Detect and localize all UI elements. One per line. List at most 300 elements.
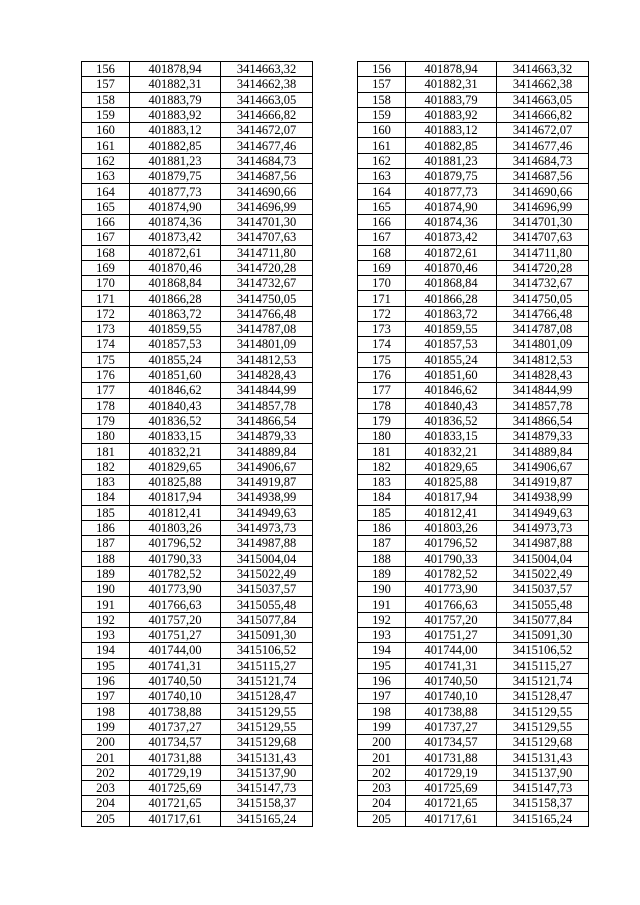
y-coordinate-cell: 3414690,66: [221, 184, 313, 199]
x-coordinate-cell: 401881,23: [406, 153, 497, 168]
y-coordinate-cell: 3414812,53: [221, 352, 313, 367]
table-row: [358, 413, 589, 428]
x-coordinate-cell: 401741,31: [406, 658, 497, 673]
table-row: [358, 780, 589, 795]
y-coordinate-cell: 3414701,30: [497, 214, 589, 229]
y-coordinate-cell: 3414906,67: [497, 459, 589, 474]
point-number-cell: 172: [358, 306, 406, 321]
table-row: [358, 260, 589, 275]
y-coordinate-cell: 3414696,99: [497, 199, 589, 214]
table-row: [82, 337, 313, 352]
table-row: [82, 475, 313, 490]
point-number-cell: 181: [82, 444, 130, 459]
point-number-cell: 191: [82, 597, 130, 612]
table-row: [82, 245, 313, 260]
point-number-cell: 205: [82, 811, 130, 826]
x-coordinate-cell: 401872,61: [406, 245, 497, 260]
x-coordinate-cell: 401878,94: [130, 62, 221, 77]
y-coordinate-cell: 3414857,78: [497, 398, 589, 413]
table-row: [358, 459, 589, 474]
table-row: [82, 398, 313, 413]
x-coordinate-cell: 401882,31: [406, 77, 497, 92]
x-coordinate-cell: 401883,92: [406, 107, 497, 122]
y-coordinate-cell: 3414687,56: [221, 169, 313, 184]
x-coordinate-cell: 401796,52: [406, 536, 497, 551]
table-row: [358, 337, 589, 352]
table-row: [82, 597, 313, 612]
y-coordinate-cell: 3414750,05: [221, 291, 313, 306]
table-row: [82, 536, 313, 551]
point-number-cell: 158: [358, 92, 406, 107]
y-coordinate-cell: 3415106,52: [497, 643, 589, 658]
x-coordinate-cell: 401832,21: [130, 444, 221, 459]
y-coordinate-cell: 3414662,38: [221, 77, 313, 92]
y-coordinate-cell: 3414711,80: [221, 245, 313, 260]
y-coordinate-cell: 3414720,28: [497, 260, 589, 275]
point-number-cell: 182: [82, 459, 130, 474]
table-row: [82, 643, 313, 658]
y-coordinate-cell: 3414687,56: [497, 169, 589, 184]
table-row: [358, 62, 589, 77]
y-coordinate-cell: 3415165,24: [221, 811, 313, 826]
y-coordinate-cell: 3415055,48: [497, 597, 589, 612]
table-row: [82, 673, 313, 688]
y-coordinate-cell: 3414879,33: [221, 429, 313, 444]
point-number-cell: 184: [82, 490, 130, 505]
point-number-cell: 176: [358, 367, 406, 382]
table-row: [82, 765, 313, 780]
table-row: [82, 153, 313, 168]
point-number-cell: 189: [358, 566, 406, 581]
x-coordinate-cell: 401877,73: [130, 184, 221, 199]
y-coordinate-cell: 3415129,55: [221, 704, 313, 719]
point-number-cell: 204: [82, 796, 130, 811]
y-coordinate-cell: 3414828,43: [221, 367, 313, 382]
table-row: [358, 612, 589, 627]
table-row: [82, 551, 313, 566]
y-coordinate-cell: 3414663,32: [221, 62, 313, 77]
x-coordinate-cell: 401725,69: [406, 780, 497, 795]
x-coordinate-cell: 401833,15: [130, 429, 221, 444]
table-row: [358, 566, 589, 581]
y-coordinate-cell: 3415129,68: [221, 735, 313, 750]
x-coordinate-cell: 401729,19: [130, 765, 221, 780]
point-number-cell: 194: [358, 643, 406, 658]
y-coordinate-cell: 3414866,54: [221, 413, 313, 428]
y-coordinate-cell: 3415091,30: [497, 627, 589, 642]
point-number-cell: 162: [358, 153, 406, 168]
x-coordinate-cell: 401846,62: [406, 383, 497, 398]
x-coordinate-cell: 401851,60: [406, 367, 497, 382]
y-coordinate-cell: 3414987,88: [497, 536, 589, 551]
point-number-cell: 175: [82, 352, 130, 367]
table-row: [82, 306, 313, 321]
point-number-cell: 177: [358, 383, 406, 398]
y-coordinate-cell: 3414684,73: [221, 153, 313, 168]
point-number-cell: 195: [82, 658, 130, 673]
x-coordinate-cell: 401734,57: [130, 735, 221, 750]
point-number-cell: 199: [358, 719, 406, 734]
y-coordinate-cell: 3415131,43: [221, 750, 313, 765]
table-row: [82, 123, 313, 138]
point-number-cell: 168: [358, 245, 406, 260]
point-number-cell: 183: [82, 475, 130, 490]
y-coordinate-cell: 3414666,82: [497, 107, 589, 122]
point-number-cell: 163: [82, 169, 130, 184]
table-row: [358, 153, 589, 168]
table-row: [358, 658, 589, 673]
x-coordinate-cell: 401740,10: [130, 689, 221, 704]
x-coordinate-cell: 401866,28: [406, 291, 497, 306]
table-row: [358, 322, 589, 337]
table-row: [358, 398, 589, 413]
table-row: [82, 459, 313, 474]
point-number-cell: 195: [358, 658, 406, 673]
point-number-cell: 180: [358, 429, 406, 444]
table-row: [358, 643, 589, 658]
table-row: [82, 566, 313, 581]
point-number-cell: 193: [358, 627, 406, 642]
point-number-cell: 163: [358, 169, 406, 184]
table-row: [358, 704, 589, 719]
x-coordinate-cell: 401731,88: [406, 750, 497, 765]
point-number-cell: 166: [82, 214, 130, 229]
x-coordinate-cell: 401717,61: [130, 811, 221, 826]
y-coordinate-cell: 3414720,28: [221, 260, 313, 275]
y-coordinate-cell: 3415121,74: [221, 673, 313, 688]
table-row: [82, 276, 313, 291]
x-coordinate-cell: 401812,41: [406, 505, 497, 520]
point-number-cell: 181: [358, 444, 406, 459]
table-row: [82, 520, 313, 535]
y-coordinate-cell: 3415158,37: [221, 796, 313, 811]
x-coordinate-cell: 401883,12: [406, 123, 497, 138]
point-number-cell: 177: [82, 383, 130, 398]
y-coordinate-cell: 3415037,57: [221, 582, 313, 597]
x-coordinate-cell: 401863,72: [406, 306, 497, 321]
y-coordinate-cell: 3415037,57: [497, 582, 589, 597]
table-row: [82, 627, 313, 642]
table-row: [82, 260, 313, 275]
y-coordinate-cell: 3415128,47: [497, 689, 589, 704]
y-coordinate-cell: 3415115,27: [221, 658, 313, 673]
table-row: [82, 62, 313, 77]
table-row: [82, 658, 313, 673]
point-number-cell: 192: [82, 612, 130, 627]
x-coordinate-cell: 401873,42: [130, 230, 221, 245]
x-coordinate-cell: 401829,65: [130, 459, 221, 474]
point-number-cell: 185: [358, 505, 406, 520]
table-row: [82, 505, 313, 520]
table-row: [358, 490, 589, 505]
y-coordinate-cell: 3414938,99: [497, 490, 589, 505]
point-number-cell: 202: [82, 765, 130, 780]
point-number-cell: 184: [358, 490, 406, 505]
table-row: [82, 780, 313, 795]
x-coordinate-cell: 401840,43: [130, 398, 221, 413]
x-coordinate-cell: 401859,55: [406, 322, 497, 337]
point-number-cell: 166: [358, 214, 406, 229]
x-coordinate-cell: 401738,88: [130, 704, 221, 719]
table-row: [82, 719, 313, 734]
y-coordinate-cell: 3415158,37: [497, 796, 589, 811]
x-coordinate-cell: 401782,52: [130, 566, 221, 581]
y-coordinate-cell: 3415115,27: [497, 658, 589, 673]
table-row: [358, 505, 589, 520]
x-coordinate-cell: 401773,90: [406, 582, 497, 597]
x-coordinate-cell: 401790,33: [406, 551, 497, 566]
y-coordinate-cell: 3414919,87: [497, 475, 589, 490]
y-coordinate-cell: 3414663,05: [497, 92, 589, 107]
y-coordinate-cell: 3414732,67: [221, 276, 313, 291]
point-number-cell: 172: [82, 306, 130, 321]
y-coordinate-cell: 3415129,55: [497, 704, 589, 719]
point-number-cell: 173: [358, 322, 406, 337]
point-number-cell: 174: [358, 337, 406, 352]
point-number-cell: 180: [82, 429, 130, 444]
y-coordinate-cell: 3414973,73: [497, 520, 589, 535]
x-coordinate-cell: 401878,94: [406, 62, 497, 77]
table-row: [82, 612, 313, 627]
x-coordinate-cell: 401879,75: [406, 169, 497, 184]
y-coordinate-cell: 3414919,87: [221, 475, 313, 490]
x-coordinate-cell: 401873,42: [406, 230, 497, 245]
x-coordinate-cell: 401866,28: [130, 291, 221, 306]
table-row: [82, 811, 313, 826]
table-row: [358, 107, 589, 122]
table-row: [358, 750, 589, 765]
point-number-cell: 190: [358, 582, 406, 597]
table-row: [82, 322, 313, 337]
y-coordinate-cell: 3414684,73: [497, 153, 589, 168]
point-number-cell: 189: [82, 566, 130, 581]
x-coordinate-cell: 401883,79: [130, 92, 221, 107]
point-number-cell: 200: [82, 735, 130, 750]
table-row: [358, 367, 589, 382]
table-row: [82, 704, 313, 719]
y-coordinate-cell: 3415129,55: [221, 719, 313, 734]
x-coordinate-cell: 401817,94: [130, 490, 221, 505]
table-row: [82, 214, 313, 229]
y-coordinate-cell: 3414889,84: [497, 444, 589, 459]
x-coordinate-cell: 401829,65: [406, 459, 497, 474]
y-coordinate-cell: 3414812,53: [497, 352, 589, 367]
y-coordinate-cell: 3414844,99: [497, 383, 589, 398]
x-coordinate-cell: 401803,26: [130, 520, 221, 535]
x-coordinate-cell: 401782,52: [406, 566, 497, 581]
point-number-cell: 179: [82, 413, 130, 428]
point-number-cell: 202: [358, 765, 406, 780]
table-row: [358, 138, 589, 153]
y-coordinate-cell: 3414787,08: [497, 322, 589, 337]
point-number-cell: 183: [358, 475, 406, 490]
x-coordinate-cell: 401729,19: [406, 765, 497, 780]
table-row: [358, 383, 589, 398]
point-number-cell: 186: [82, 520, 130, 535]
table-row: [82, 169, 313, 184]
x-coordinate-cell: 401757,20: [406, 612, 497, 627]
x-coordinate-cell: 401721,65: [130, 796, 221, 811]
point-number-cell: 170: [358, 276, 406, 291]
y-coordinate-cell: 3415129,68: [497, 735, 589, 750]
table-row: [358, 765, 589, 780]
table-row: [358, 306, 589, 321]
table-row: [82, 92, 313, 107]
point-number-cell: 167: [82, 230, 130, 245]
y-coordinate-cell: 3415077,84: [497, 612, 589, 627]
x-coordinate-cell: 401740,50: [130, 673, 221, 688]
point-number-cell: 187: [358, 536, 406, 551]
table-row: [358, 551, 589, 566]
point-number-cell: 197: [82, 689, 130, 704]
table-row: [358, 673, 589, 688]
x-coordinate-cell: 401825,88: [130, 475, 221, 490]
y-coordinate-cell: 3414666,82: [221, 107, 313, 122]
point-number-cell: 193: [82, 627, 130, 642]
x-coordinate-cell: 401744,00: [130, 643, 221, 658]
y-coordinate-cell: 3414889,84: [221, 444, 313, 459]
x-coordinate-cell: 401879,75: [130, 169, 221, 184]
point-number-cell: 185: [82, 505, 130, 520]
x-coordinate-cell: 401874,36: [130, 214, 221, 229]
x-coordinate-cell: 401773,90: [130, 582, 221, 597]
table-row: [358, 214, 589, 229]
table-row: [82, 383, 313, 398]
table-row: [82, 429, 313, 444]
x-coordinate-cell: 401868,84: [406, 276, 497, 291]
y-coordinate-cell: 3414663,32: [497, 62, 589, 77]
point-number-cell: 161: [358, 138, 406, 153]
table-row: [358, 230, 589, 245]
table-row: [358, 597, 589, 612]
y-coordinate-cell: 3414906,67: [221, 459, 313, 474]
point-number-cell: 176: [82, 367, 130, 382]
y-coordinate-cell: 3414696,99: [221, 199, 313, 214]
point-number-cell: 171: [82, 291, 130, 306]
x-coordinate-cell: 401817,94: [406, 490, 497, 505]
table-row: [82, 138, 313, 153]
x-coordinate-cell: 401825,88: [406, 475, 497, 490]
x-coordinate-cell: 401833,15: [406, 429, 497, 444]
y-coordinate-cell: 3414766,48: [221, 306, 313, 321]
table-row: [358, 291, 589, 306]
table-row: [358, 582, 589, 597]
y-coordinate-cell: 3414828,43: [497, 367, 589, 382]
x-coordinate-cell: 401840,43: [406, 398, 497, 413]
y-coordinate-cell: 3415129,55: [497, 719, 589, 734]
x-coordinate-cell: 401883,12: [130, 123, 221, 138]
point-number-cell: 170: [82, 276, 130, 291]
x-coordinate-cell: 401740,50: [406, 673, 497, 688]
x-coordinate-cell: 401874,36: [406, 214, 497, 229]
x-coordinate-cell: 401836,52: [130, 413, 221, 428]
table-row: [82, 367, 313, 382]
point-number-cell: 160: [358, 123, 406, 138]
x-coordinate-cell: 401870,46: [406, 260, 497, 275]
point-number-cell: 186: [358, 520, 406, 535]
y-coordinate-cell: 3414672,07: [497, 123, 589, 138]
y-coordinate-cell: 3414857,78: [221, 398, 313, 413]
x-coordinate-cell: 401737,27: [130, 719, 221, 734]
point-number-cell: 158: [82, 92, 130, 107]
y-coordinate-cell: 3414766,48: [497, 306, 589, 321]
table-row: [82, 689, 313, 704]
x-coordinate-cell: 401877,73: [406, 184, 497, 199]
y-coordinate-cell: 3414707,63: [497, 230, 589, 245]
point-number-cell: 159: [358, 107, 406, 122]
x-coordinate-cell: 401766,63: [406, 597, 497, 612]
point-number-cell: 167: [358, 230, 406, 245]
table-row: [358, 429, 589, 444]
y-coordinate-cell: 3414844,99: [221, 383, 313, 398]
y-coordinate-cell: 3415055,48: [221, 597, 313, 612]
x-coordinate-cell: 401796,52: [130, 536, 221, 551]
table-row: [358, 627, 589, 642]
y-coordinate-cell: 3414787,08: [221, 322, 313, 337]
y-coordinate-cell: 3414711,80: [497, 245, 589, 260]
point-number-cell: 173: [82, 322, 130, 337]
point-number-cell: 156: [82, 62, 130, 77]
table-row: [358, 169, 589, 184]
table-row: [358, 245, 589, 260]
coordinate-table-right: [357, 61, 589, 827]
point-number-cell: 204: [358, 796, 406, 811]
point-number-cell: 187: [82, 536, 130, 551]
point-number-cell: 198: [358, 704, 406, 719]
point-number-cell: 200: [358, 735, 406, 750]
point-number-cell: 198: [82, 704, 130, 719]
point-number-cell: 192: [358, 612, 406, 627]
table-row: [82, 582, 313, 597]
point-number-cell: 203: [82, 780, 130, 795]
table-row: [82, 352, 313, 367]
x-coordinate-cell: 401751,27: [130, 627, 221, 642]
y-coordinate-cell: 3415147,73: [497, 780, 589, 795]
x-coordinate-cell: 401883,79: [406, 92, 497, 107]
table-row: [358, 520, 589, 535]
table-row: [358, 536, 589, 551]
point-number-cell: 190: [82, 582, 130, 597]
table-row: [82, 750, 313, 765]
y-coordinate-cell: 3414879,33: [497, 429, 589, 444]
point-number-cell: 179: [358, 413, 406, 428]
y-coordinate-cell: 3415004,04: [221, 551, 313, 566]
x-coordinate-cell: 401832,21: [406, 444, 497, 459]
point-number-cell: 194: [82, 643, 130, 658]
table-row: [82, 199, 313, 214]
table-row: [358, 123, 589, 138]
y-coordinate-cell: 3415128,47: [221, 689, 313, 704]
x-coordinate-cell: 401882,85: [130, 138, 221, 153]
table-row: [358, 276, 589, 291]
x-coordinate-cell: 401846,62: [130, 383, 221, 398]
x-coordinate-cell: 401857,53: [406, 337, 497, 352]
y-coordinate-cell: 3415165,24: [497, 811, 589, 826]
y-coordinate-cell: 3414949,63: [497, 505, 589, 520]
x-coordinate-cell: 401882,31: [130, 77, 221, 92]
point-number-cell: 182: [358, 459, 406, 474]
point-number-cell: 175: [358, 352, 406, 367]
table-row: [358, 444, 589, 459]
table-row: [358, 199, 589, 214]
point-number-cell: 157: [82, 77, 130, 92]
y-coordinate-cell: 3414663,05: [221, 92, 313, 107]
x-coordinate-cell: 401766,63: [130, 597, 221, 612]
x-coordinate-cell: 401740,10: [406, 689, 497, 704]
point-number-cell: 165: [358, 199, 406, 214]
y-coordinate-cell: 3414938,99: [221, 490, 313, 505]
x-coordinate-cell: 401751,27: [406, 627, 497, 642]
